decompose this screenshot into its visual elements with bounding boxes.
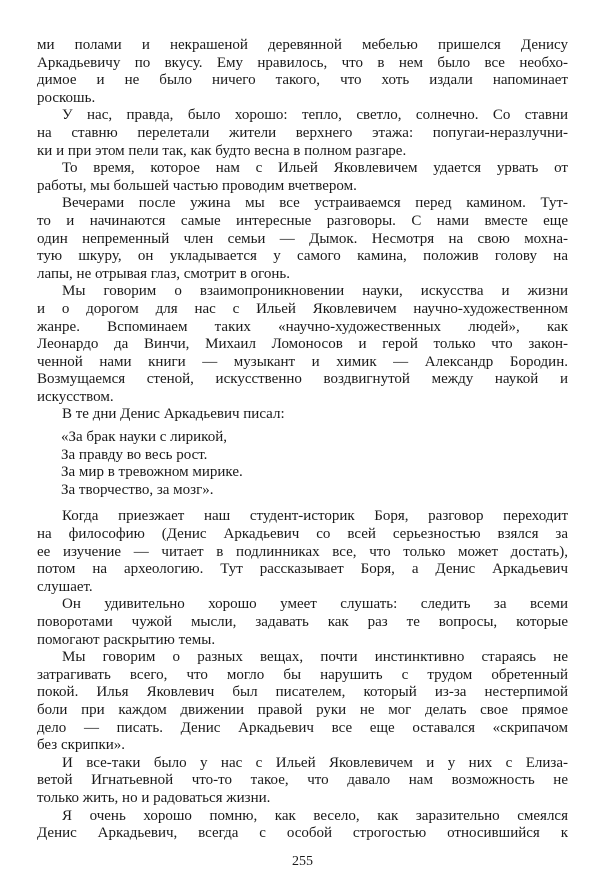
paragraph bbox=[37, 37, 568, 107]
paragraph bbox=[37, 283, 568, 406]
text-line: Он удивительно хорошо умеет слушать: следить за всеми bbox=[62, 596, 568, 613]
text-line: Денис Аркадьевич, всегда с особой строгостью относившийся к bbox=[37, 825, 568, 842]
paragraph bbox=[37, 808, 568, 843]
poem-quote bbox=[37, 429, 568, 499]
text-line: лапы, не отрывая глаз, смотрит в огонь. bbox=[37, 265, 291, 282]
text-line: ее изучение — читает в подлинниках все, что только может достать), bbox=[37, 543, 568, 560]
text-line: ченной нами книги — музыкант и химик — Александр Бородин. bbox=[37, 353, 568, 370]
poem-line: За правду во весь рост. bbox=[61, 446, 208, 463]
poem-line: За мир в тревожном мирике. bbox=[61, 464, 243, 481]
paragraph bbox=[37, 406, 568, 424]
text-line: И все-таки было у нас с Ильей Яковлевичем и у них с Елиза- bbox=[62, 754, 568, 771]
poem-line: За творчество, за мозг». bbox=[61, 481, 214, 498]
text-line: и о дорогом для нас с Ильей Яковлевичем научно-художественном bbox=[37, 300, 568, 317]
text-line: только жить, но и радоваться жизни. bbox=[37, 789, 271, 806]
paragraph bbox=[37, 508, 568, 596]
text-line: Мы говорим о взаимопроникновении науки, искусства и жизни bbox=[62, 283, 568, 300]
page-number: 255 bbox=[292, 853, 313, 869]
text-line: без скрипки». bbox=[37, 737, 126, 754]
text-line: искусством. bbox=[37, 388, 114, 405]
text-line: Леонардо да Винчи, Михаил Ломоносов и герой только что закон- bbox=[37, 336, 568, 353]
text-line: тую шкуру, он укладывается у самого камина, положив голову на bbox=[37, 248, 568, 265]
text-line: то и начинаются самые интересные разговоры. С нами вместе еще bbox=[37, 212, 568, 229]
paragraph bbox=[37, 755, 568, 808]
text-line: потом на археологию. Тут рассказывает Боря, а Денис Аркадьевич bbox=[37, 561, 568, 578]
poem-line: «За брак науки с лирикой, bbox=[61, 429, 227, 446]
text-line: То время, которое нам с Ильей Яковлевичем удается урвать от bbox=[62, 160, 568, 177]
paragraph bbox=[37, 160, 568, 195]
text-line: димое и не было ничего такого, что хоть издали напоминает bbox=[37, 72, 568, 89]
text-line: ветой Игнатьевной что-то такое, что давало нам возможность не bbox=[37, 772, 568, 789]
text-line: покой. Илья Яковлевич был писателем, который из-за нестерпимой bbox=[37, 684, 568, 701]
text-line: Возмущаемся стеной, искусственно воздвигнутой между наукой и bbox=[37, 371, 568, 388]
paragraph bbox=[37, 195, 568, 283]
text-line: ми полами и некрашеной деревянной мебелью пришелся Денису bbox=[37, 37, 568, 53]
text-line: Мы говорим о разных вещах, почти инстинктивно стараясь не bbox=[62, 649, 568, 666]
text-line: на ставню перелетали жители верхнего этажа: попугаи-неразлучни- bbox=[37, 124, 568, 141]
text-line: ки и при этом пели так, как будто весна в полном разгаре. bbox=[37, 142, 407, 159]
paragraph bbox=[37, 107, 568, 160]
paragraph bbox=[37, 649, 568, 755]
text-line: затрагивать всего, что могло бы нарушить с трудом обретенный bbox=[37, 666, 568, 683]
text-line: поворотами чужой мысли, задавать как раз те вопросы, которые bbox=[37, 614, 568, 630]
text-line: Вечерами после ужина мы все устраиваемся перед камином. Тут- bbox=[62, 195, 568, 212]
text-line: один непременный член семьи — Дымок. Несмотря на свою мохна- bbox=[37, 230, 568, 247]
text-line: Когда приезжает наш студент-историк Боря, разговор переходит bbox=[62, 508, 568, 525]
text-line: боли при каждом движении правой руки не мог делать свое прямое bbox=[37, 701, 568, 718]
text-line: У нас, правда, было хорошо: тепло, светло, солнечно. Со ставни bbox=[62, 107, 568, 124]
page-body bbox=[37, 0, 568, 870]
text-after-poem bbox=[37, 508, 568, 842]
text-line: дело — писать. Денис Аркадьевич все еще оставался «скрипачом bbox=[37, 719, 568, 736]
text-line: Я очень хорошо помню, как весело, как заразительно смеялся bbox=[62, 807, 568, 824]
text-line: помогают раскрытию темы. bbox=[37, 631, 216, 648]
text-line: на философию (Денис Аркадьевич со всей серьезностью взялся за bbox=[37, 526, 568, 543]
paragraph bbox=[37, 596, 568, 649]
text-line: роскошь. bbox=[37, 89, 96, 106]
text-line: В те дни Денис Аркадьевич писал: bbox=[62, 406, 285, 423]
text-line: Аркадьевичу по вкусу. Ему нравилось, что в нем было все необхо- bbox=[37, 54, 568, 71]
text-line: работы, мы большей частью проводим вчетвером. bbox=[37, 177, 357, 194]
text-line: слушает. bbox=[37, 578, 93, 595]
text-before-poem bbox=[37, 37, 568, 424]
text-line: жанре. Вспоминаем таких «научно-художественных людей», как bbox=[37, 318, 568, 335]
